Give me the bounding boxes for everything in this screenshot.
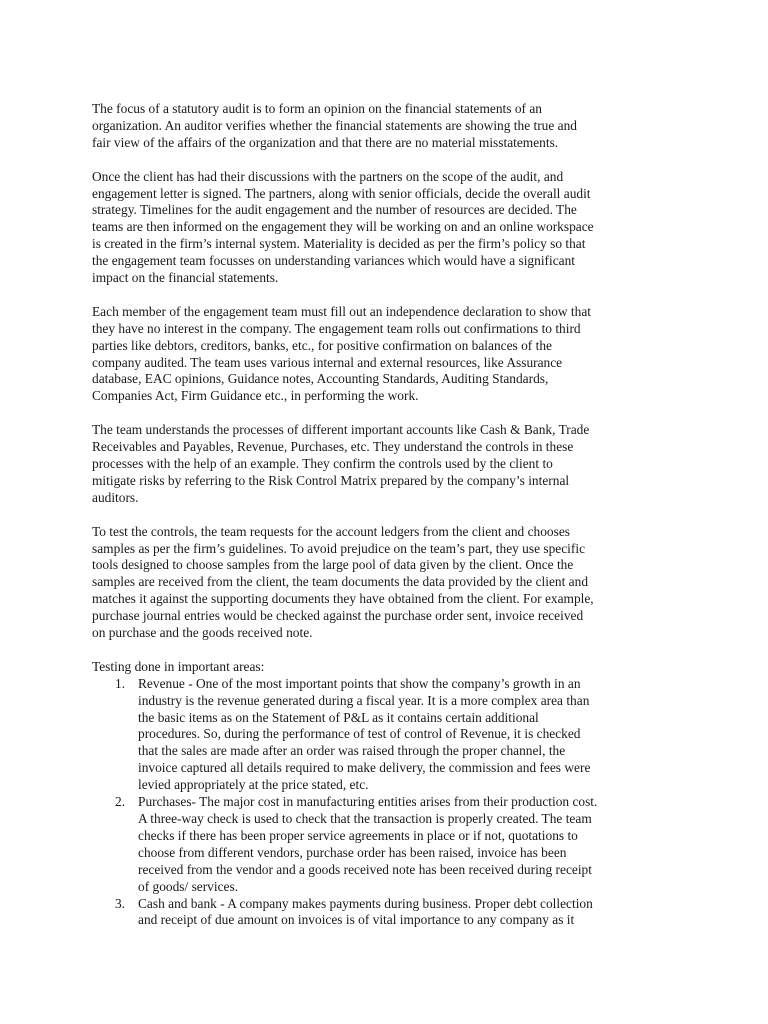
text-line: auditors. bbox=[92, 489, 139, 505]
text-line: Revenue - One of the most important points that show the company’s growth in an bbox=[138, 675, 581, 691]
text-line: The focus of a statutory audit is to form an opinion on the financial statements of an bbox=[92, 101, 542, 116]
text-line: parties like debtors, creditors, banks, etc., for positive confirmation on balances of the bbox=[92, 337, 552, 353]
text-line: invoice captured all details required to make delivery, the commission and fees were bbox=[138, 760, 591, 776]
paragraph-process-understanding bbox=[92, 422, 675, 507]
text-line: tools designed to choose samples from the large pool of data given by the client. Once the bbox=[92, 557, 574, 573]
text-line: Once the client has had their discussions with the partners on the scope of the audit, and bbox=[92, 168, 564, 184]
text-line: received from the vendor and a goods received note has been received during receipt bbox=[138, 861, 592, 877]
list-heading: Testing done in important areas: bbox=[92, 658, 265, 674]
list-item-purchases bbox=[92, 794, 675, 895]
text-line: procedures. So, during the performance of test of control of Revenue, it is checked bbox=[138, 726, 581, 742]
text-line: they have no interest in the company. The engagement team rolls out confirmations to third bbox=[92, 320, 581, 336]
list-number: 3. bbox=[115, 895, 126, 911]
text-line: database, EAC opinions, Guidance notes, Accounting Standards, Auditing Standards, bbox=[92, 371, 549, 387]
text-line: A three-way check is used to check that the transaction is properly created. The team bbox=[138, 810, 592, 826]
text-line: samples are received from the client, the team documents the data provided by the client and bbox=[92, 574, 589, 590]
list-number: 1. bbox=[115, 675, 126, 691]
text-line: Receivables and Payables, Revenue, Purchases, etc. They understand the controls in these bbox=[92, 439, 574, 455]
paragraph-engagement-setup bbox=[92, 169, 675, 287]
text-line: the engagement team focusses on understanding variances which would have a significant bbox=[92, 253, 576, 269]
text-line: To test the controls, the team requests for the account ledgers from the client and chooses bbox=[92, 523, 570, 539]
paragraph-control-testing bbox=[92, 524, 675, 642]
text-line: The team understands the processes of different important accounts like Cash & Bank, Trade bbox=[92, 422, 590, 438]
text-line: that the sales are made after an order was raised through the proper channel, the bbox=[138, 743, 566, 759]
text-line: levied appropriately at the price stated, etc. bbox=[138, 777, 369, 793]
text-line: processes with the help of an example. They confirm the controls used by the client to bbox=[92, 455, 553, 471]
text-line: fair view of the affairs of the organization and that there are no material misstatements. bbox=[92, 134, 559, 150]
text-line: Purchases- The major cost in manufacturing entities arises from their production cost. bbox=[138, 794, 598, 810]
text-line: mitigate risks by referring to the Risk Control Matrix prepared by the company’s internal bbox=[92, 472, 570, 488]
text-line: organization. An auditor verifies whether the financial statements are showing the true and bbox=[92, 117, 578, 133]
text-line: engagement letter is signed. The partners, along with senior officials, decide the overall audit bbox=[92, 185, 591, 201]
text-line: Cash and bank - A company makes payments during business. Proper debt collection bbox=[138, 895, 593, 911]
paragraph-independence-declaration bbox=[92, 304, 675, 405]
text-line: impact on the financial statements. bbox=[92, 270, 279, 286]
list-number: 2. bbox=[115, 794, 126, 810]
list-item-cash-and-bank bbox=[92, 896, 675, 930]
document-page bbox=[92, 101, 675, 929]
text-line: Each member of the engagement team must fill out an independence declaration to show that bbox=[92, 303, 591, 319]
paragraph-audit-focus bbox=[92, 101, 675, 152]
text-line: purchase journal entries would be checked against the purchase order sent, invoice received bbox=[92, 608, 584, 624]
list-item-revenue bbox=[92, 676, 675, 794]
text-line: matches it against the supporting documents they have obtained from the client. For example, bbox=[92, 591, 594, 607]
text-line: industry is the revenue generated during a fiscal year. It is a more complex area than bbox=[138, 692, 590, 708]
text-line: of goods/ services. bbox=[138, 878, 239, 894]
text-line: the basic items as on the Statement of P&L as it contains certain additional bbox=[138, 709, 539, 725]
text-line: teams are then informed on the engagement they will be working on and an online workspace bbox=[92, 219, 594, 235]
testing-areas-list bbox=[92, 676, 675, 930]
text-line: Companies Act, Firm Guidance etc., in performing the work. bbox=[92, 388, 419, 404]
text-line: on purchase and the goods received note. bbox=[92, 625, 313, 641]
text-line: checks if there has been proper service agreements in place or if not, quotations to bbox=[138, 827, 578, 843]
text-line: and receipt of due amount on invoices is of vital importance to any company as it bbox=[138, 912, 575, 928]
text-line: is created in the firm’s internal system. Materiality is decided as per the firm’s policy so that bbox=[92, 236, 586, 252]
text-line: samples as per the firm’s guidelines. To avoid prejudice on the team’s part, they use specific bbox=[92, 540, 586, 556]
text-line: strategy. Timelines for the audit engagement and the number of resources are decided. The bbox=[92, 202, 577, 218]
text-line: choose from different vendors, purchase order has been raised, invoice has been bbox=[138, 844, 567, 860]
text-line: company audited. The team uses various internal and external resources, like Assurance bbox=[92, 354, 563, 370]
